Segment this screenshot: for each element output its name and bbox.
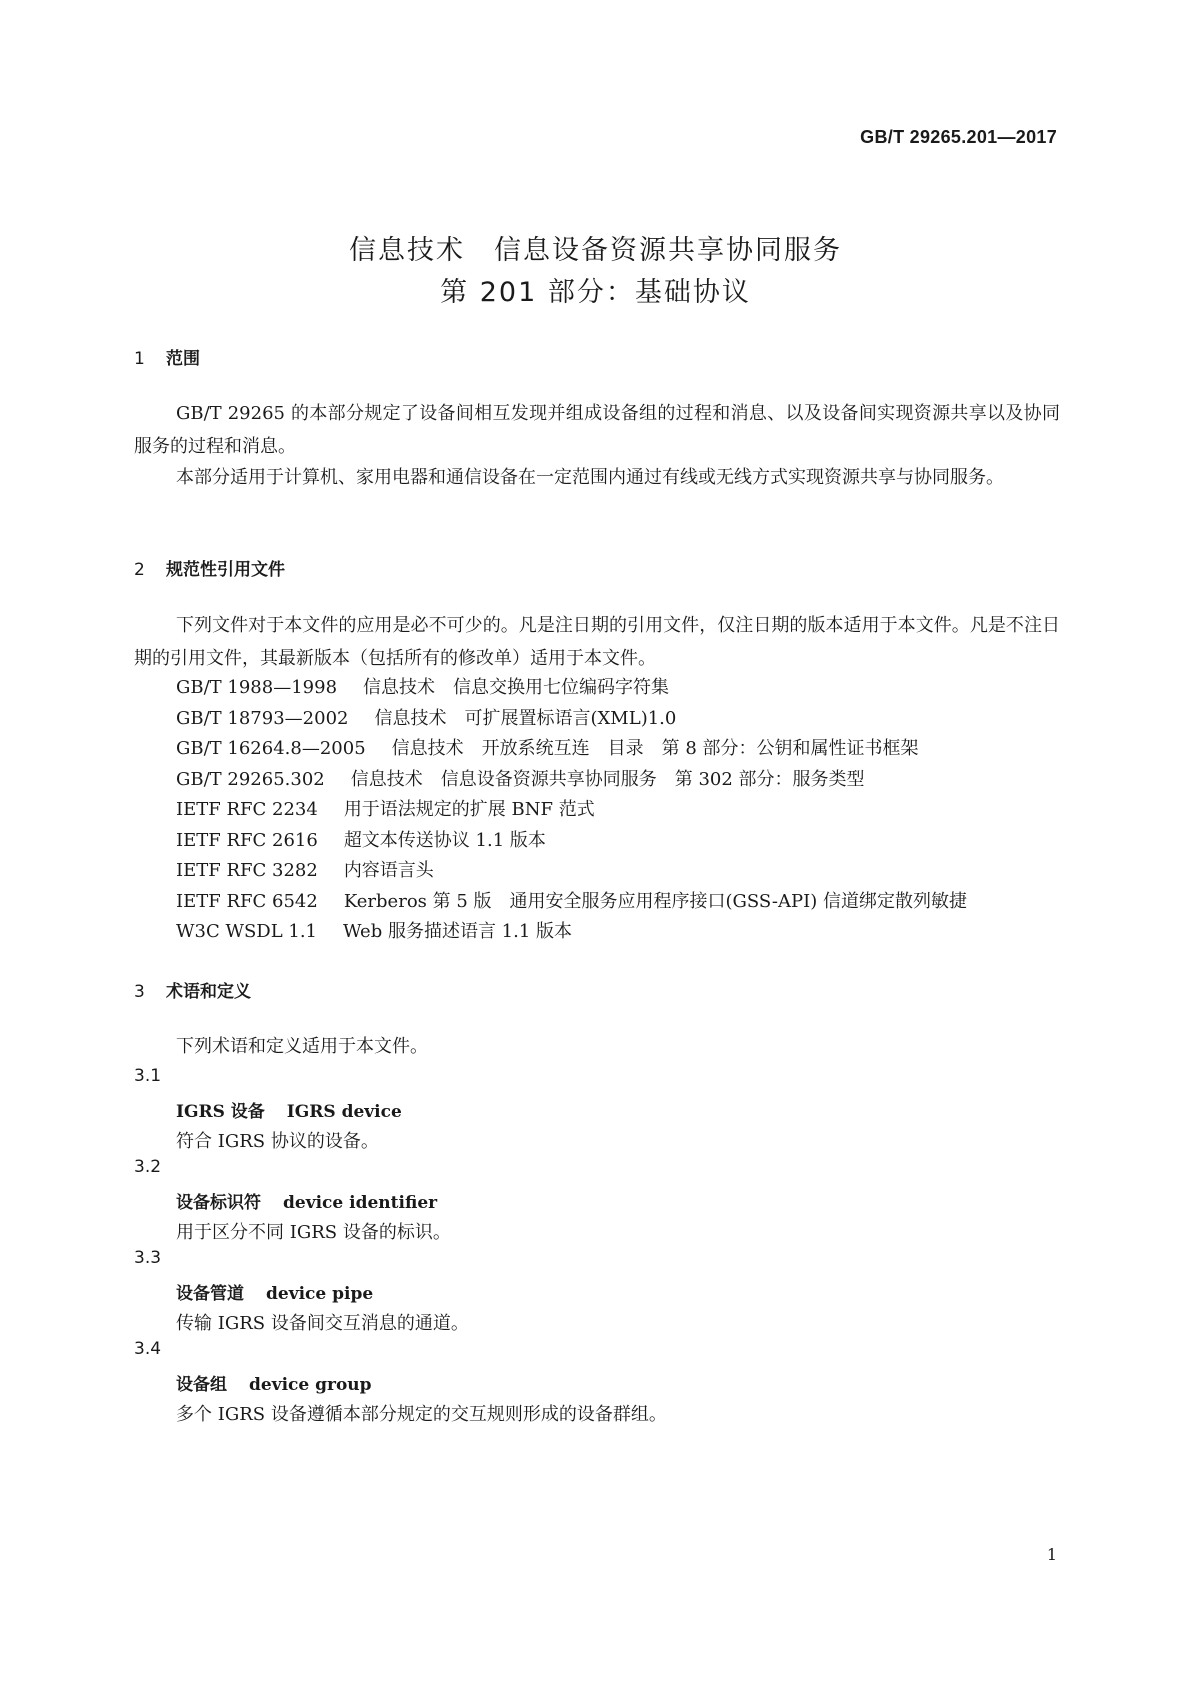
reference-title: 信息技术 信息设备资源共享协同服务 第 302 部分：服务类型 [350, 769, 865, 790]
section-title: 术语和定义 [166, 982, 251, 1002]
reference-item [176, 734, 919, 760]
reference-code: IETF RFC 6542 [176, 891, 318, 912]
section-1-heading [134, 344, 200, 369]
reference-code: W3C WSDL 1.1 [176, 921, 318, 942]
standard-number: GB/T 29265.201—2017 [860, 127, 1057, 147]
reference-code: GB/T 29265.302 [176, 769, 325, 790]
section-number: 2 [134, 560, 145, 580]
reference-title: 用于语法规定的扩展 BNF 范式 [343, 799, 595, 820]
section-number: 3 [134, 982, 145, 1002]
reference-item [176, 795, 595, 821]
section-number: 1 [134, 349, 145, 369]
term-name [176, 1279, 373, 1304]
term-definition: 传输 IGRS 设备间交互消息的通道。 [176, 1313, 469, 1334]
reference-item [176, 673, 669, 699]
section-title: 范围 [166, 349, 200, 369]
section-1-paragraph-2: 本部分适用于计算机、家用电器和通信设备在一定范围内通过有线或无线方式实现资源共享与协同服务。 [176, 467, 1004, 488]
reference-item [176, 887, 967, 913]
term-name [176, 1370, 372, 1395]
term-name [176, 1188, 437, 1213]
term-name-en: IGRS device [286, 1102, 402, 1122]
reference-item [176, 917, 572, 943]
page-number: 1 [1046, 1545, 1057, 1564]
term-name-en: device identifier [283, 1193, 438, 1213]
reference-title: 内容语言头 [343, 860, 434, 881]
term-name-zh: 设备标识符 [176, 1193, 261, 1213]
section-title: 规范性引用文件 [166, 560, 285, 580]
reference-code: IETF RFC 2234 [176, 799, 318, 820]
reference-title: 超文本传送协议 1.1 版本 [343, 830, 546, 851]
document-title-line2: 第 201 部分：基础协议 [440, 277, 751, 308]
reference-code: GB/T 18793—2002 [176, 708, 349, 729]
term-definition: 用于区分不同 IGRS 设备的标识。 [176, 1222, 451, 1243]
section-3-intro: 下列术语和定义适用于本文件。 [176, 1036, 428, 1057]
reference-title: Kerberos 第 5 版 通用安全服务应用程序接口(GSS-API) 信道绑定散列敏捷 [343, 891, 967, 912]
reference-title: Web 服务描述语言 1.1 版本 [343, 921, 573, 942]
section-2-intro: 下列文件对于本文件的应用是必不可少的。凡是注日期的引用文件，仅注日期的版本适用于本文件。凡是不注日期的引用文件，其最新版本（包括所有的修改单）适用于本文件。 [134, 615, 1060, 669]
reference-code: IETF RFC 2616 [176, 830, 318, 851]
term-name-zh: 设备管道 [176, 1284, 244, 1304]
reference-item [176, 765, 865, 791]
reference-title: 信息技术 开放系统互连 目录 第 8 部分：公钥和属性证书框架 [391, 738, 919, 759]
reference-title: 信息技术 可扩展置标语言(XML)1.0 [374, 708, 677, 729]
section-3-heading [134, 977, 251, 1002]
term-name-zh: IGRS 设备 [176, 1102, 265, 1122]
term-name-en: device pipe [266, 1284, 374, 1304]
term-number: 3.2 [134, 1157, 162, 1177]
reference-item [176, 856, 434, 882]
section-2-heading [134, 555, 285, 580]
reference-code: IETF RFC 3282 [176, 860, 318, 881]
section-1-paragraph-1: GB/T 29265 的本部分规定了设备间相互发现并组成设备组的过程和消息、以及设备间实现资源共享以及协同服务的过程和消息。 [134, 403, 1060, 457]
term-definition: 符合 IGRS 协议的设备。 [176, 1131, 379, 1152]
reference-code: GB/T 16264.8—2005 [176, 738, 366, 759]
reference-item [176, 826, 546, 852]
term-definition: 多个 IGRS 设备遵循本部分规定的交互规则形成的设备群组。 [176, 1404, 667, 1425]
reference-item [176, 704, 676, 730]
reference-title: 信息技术 信息交换用七位编码字符集 [363, 677, 670, 698]
reference-code: GB/T 1988—1998 [176, 677, 338, 698]
term-number: 3.3 [134, 1248, 162, 1268]
term-number: 3.4 [134, 1339, 162, 1359]
term-name-en: device group [249, 1375, 372, 1395]
document-title-line1: 信息技术 信息设备资源共享协同服务 [349, 235, 842, 266]
term-name [176, 1097, 402, 1122]
term-name-zh: 设备组 [176, 1375, 227, 1395]
term-number: 3.1 [134, 1066, 162, 1086]
